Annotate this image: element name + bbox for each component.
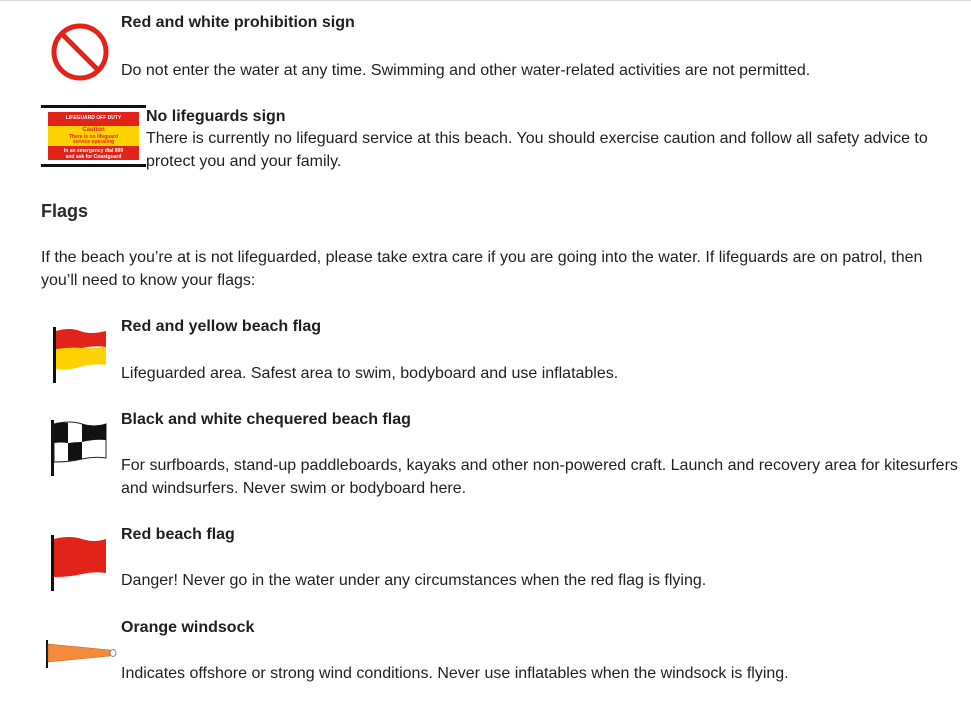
item-title: No lifeguards sign [146, 108, 286, 125]
flag-description: Danger! Never go in the water under any circumstances when the red flag is flying. [121, 572, 707, 589]
red-flag-icon [48, 533, 110, 593]
sign-line1-text: There is no lifeguard [68, 134, 119, 140]
flag-description: Indicates offshore or strong wind conditions. Never use inflatables when the windsock is flying. [121, 665, 789, 682]
windsock-icon [44, 638, 120, 670]
flag-description: Lifeguarded area. Safest area to swim, bodyboard and use inflatables. [121, 365, 619, 382]
prohibition-sign-item [0, 0, 971, 95]
prohibition-icon [50, 22, 110, 82]
item-title: Red and white prohibition sign [121, 14, 355, 31]
flag-title: Red beach flag [121, 526, 235, 543]
red-yellow-flag-icon [50, 325, 110, 385]
no-lifeguard-sign-icon [41, 105, 146, 167]
sign-footer2-text: and ask for Coastguard [65, 154, 122, 160]
sign-line2-text: service operating [72, 139, 115, 145]
section-intro: If the beach you’re at is not lifeguarded, please take extra care if you are going into the water. If lifeguards are on patrol, then you’ll need to know your flags: [41, 249, 923, 289]
flag-description: For surfboards, stand-up paddleboards, kayaks and other non-powered craft. Launch and recovery area for kitesurfers and windsurfers. Never swim or bodyboard here. [121, 457, 958, 497]
flag-title: Red and yellow beach flag [121, 318, 322, 335]
flag-title: Black and white chequered beach flag [121, 411, 411, 428]
chequered-flag-icon [48, 418, 110, 478]
sign-caution-text: Caution [82, 127, 105, 133]
item-description: There is currently no lifeguard service at this beach. You should exercise caution and follow all safety advice to protect you and your family. [146, 130, 928, 170]
sign-header-text: LIFEGUARD OFF DUTY [65, 115, 122, 121]
flag-title: Orange windsock [121, 619, 255, 636]
sign-footer1-text: In an emergency dial 999 [63, 148, 124, 154]
item-description: Do not enter the water at any time. Swimming and other water-related activities are not permitted. [121, 62, 811, 79]
section-heading: Flags [41, 201, 89, 221]
